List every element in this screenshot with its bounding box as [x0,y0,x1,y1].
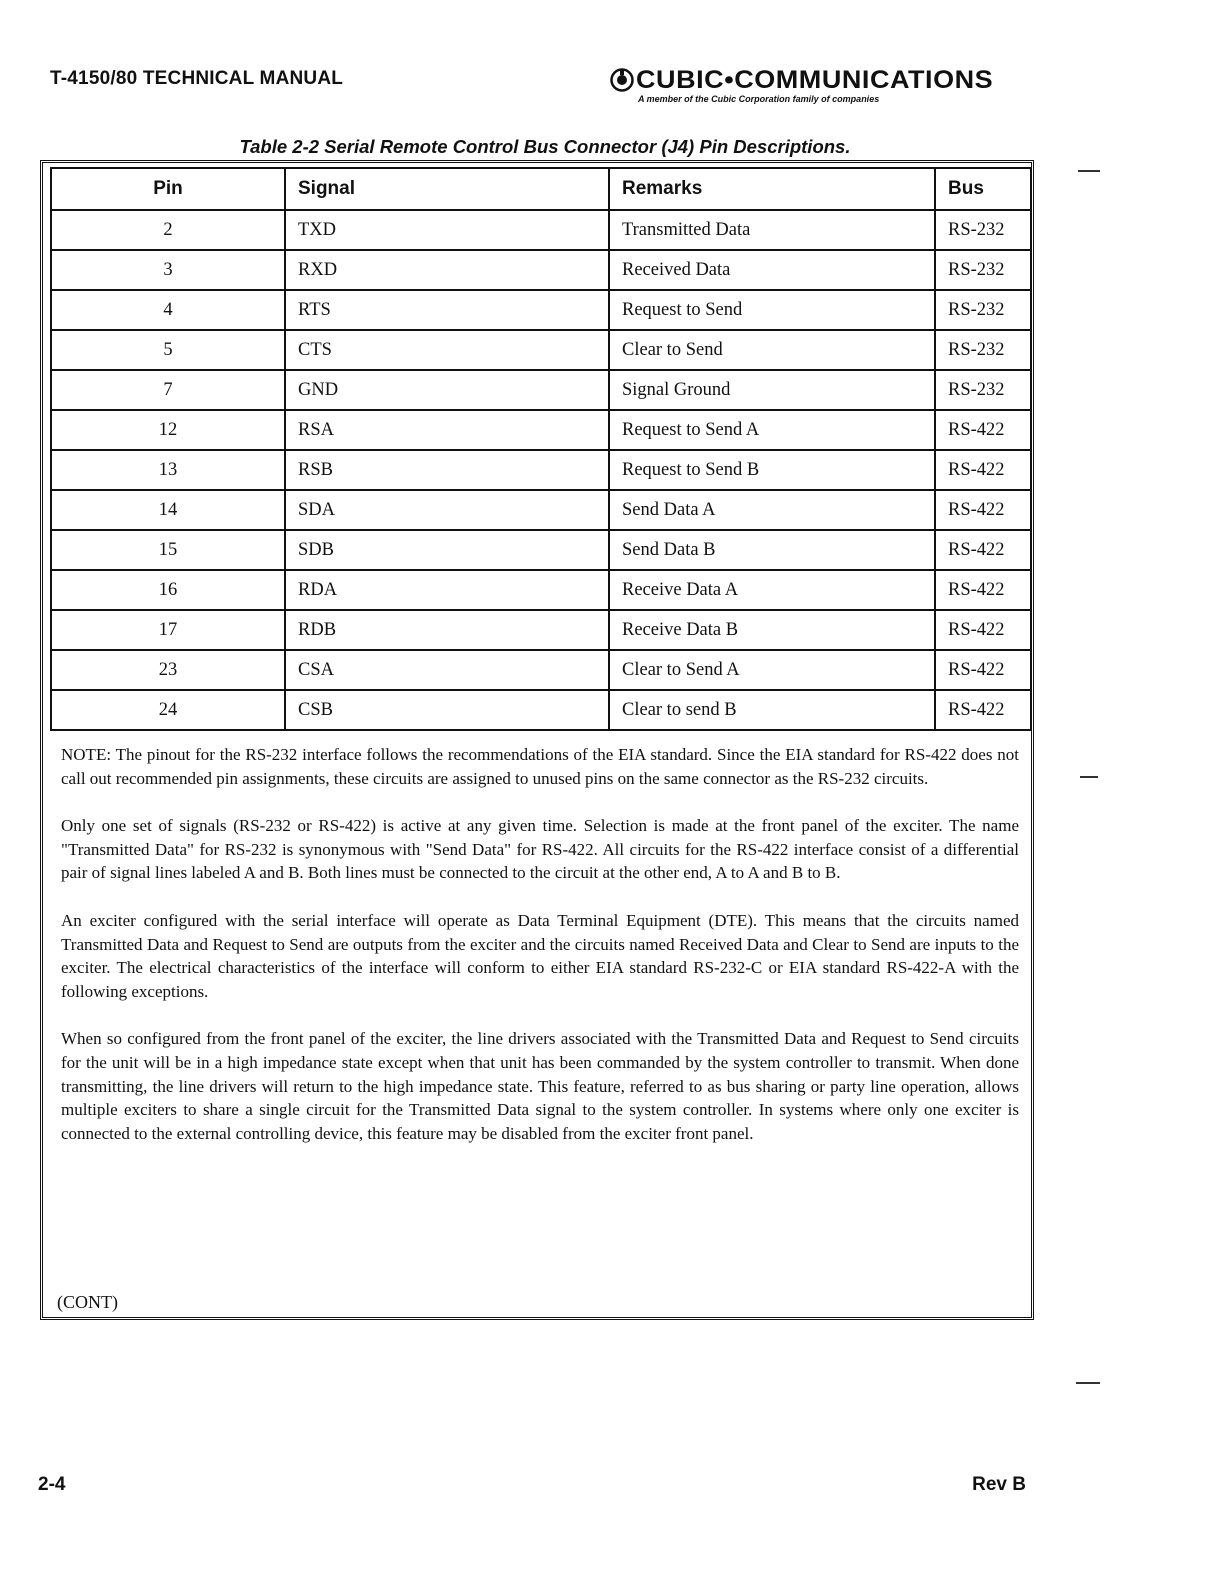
company-name: CUBIC•COMMUNICATIONS [636,66,994,94]
remarks-cell: Clear to Send [609,330,935,370]
remarks-cell: Received Data [609,250,935,290]
pin-description-table [50,167,1032,731]
bus-cell: RS-422 [935,450,1031,490]
table-header-row [51,168,1031,210]
column-header-remarks: Remarks [609,168,935,210]
signal-cell: RXD [285,250,609,290]
cubic-logo-icon [610,68,634,92]
pin-cell: 16 [51,570,285,610]
note-paragraph: NOTE: The pinout for the RS-232 interface follows the recommendations of the EIA standard. Since the EIA standard for RS-422 does not call out recommended pin assignments, these circuits are assigned to unused pins on the same connector as the RS-232 circuits. [61,745,1019,788]
table-row [51,490,1031,530]
revision-label: Rev B [972,1474,1026,1495]
table-row [51,570,1031,610]
bus-cell: RS-232 [935,250,1031,290]
continued-marker: (CONT) [57,1292,118,1312]
pin-cell: 15 [51,530,285,570]
remarks-cell: Request to Send [609,290,935,330]
manual-title: T-4150/80 TECHNICAL MANUAL [50,68,344,89]
signal-cell: RTS [285,290,609,330]
table-row [51,210,1031,250]
table-row [51,530,1031,570]
signal-cell: CTS [285,330,609,370]
pin-cell: 13 [51,450,285,490]
signal-cell: SDB [285,530,609,570]
remarks-cell: Signal Ground [609,370,935,410]
table-row [51,650,1031,690]
signal-cell: TXD [285,210,609,250]
pin-cell: 2 [51,210,285,250]
company-tagline: A member of the Cubic Corporation family of companies [638,94,880,104]
remarks-cell: Send Data A [609,490,935,530]
signal-cell: GND [285,370,609,410]
notes-section [61,743,1019,1169]
note-paragraph: When so configured from the front panel of the exciter, the line drivers associated with the Transmitted Data and Request to Send circuits for the unit will be in a high impedance state except when that unit has been commanded by the system controller to transmit. When done transmitting, the line drivers will return to the high impedance state. This feature, referred to as bus sharing or party line operation, allows multiple exciters to share a single circuit for the Transmitted Data signal to the system controller. In systems where only one exciter is connected to the external controlling device, this feature may be disabled from the exciter front panel. [61,1029,1019,1143]
table-row [51,410,1031,450]
remarks-cell: Receive Data B [609,610,935,650]
table-row [51,450,1031,490]
bus-cell: RS-422 [935,570,1031,610]
margin-mark [1080,776,1098,778]
table-caption: Table 2-2 Serial Remote Control Bus Connector (J4) Pin Descriptions. [239,136,851,157]
bus-cell: RS-422 [935,410,1031,450]
signal-cell: CSA [285,650,609,690]
note-paragraph: An exciter configured with the serial interface will operate as Data Terminal Equipment (DTE). This means that the circuits named Transmitted Data and Request to Send are outputs from the exciter and the circuits named Received Data and Clear to Send are inputs to the exciter. The electrical characteristics of the interface will conform to either EIA standard RS-232-C or EIA standard RS-422-A with the following exceptions. [61,910,1019,1001]
pin-cell: 7 [51,370,285,410]
pin-cell: 4 [51,290,285,330]
table-row [51,610,1031,650]
remarks-cell: Clear to send B [609,690,935,730]
bus-cell: RS-232 [935,370,1031,410]
note-paragraph: Only one set of signals (RS-232 or RS-422) is active at any given time. Selection is made at the front panel of the exciter. The name "Transmitted Data" for RS-232 is synonymous with "Send Data" for RS-422. All circuits for the RS-422 interface consist of a differential pair of signal lines labeled A and B. Both lines must be connected to the circuit at the other end, A to A and B to B. [61,816,1019,883]
pin-cell: 5 [51,330,285,370]
bus-cell: RS-232 [935,290,1031,330]
bus-cell: RS-232 [935,330,1031,370]
table-row [51,330,1031,370]
column-header-signal: Signal [285,168,609,210]
page-number: 2-4 [38,1474,66,1495]
table-row [51,370,1031,410]
margin-mark [1076,1382,1100,1384]
pin-cell: 24 [51,690,285,730]
signal-cell: CSB [285,690,609,730]
pin-cell: 14 [51,490,285,530]
signal-cell: SDA [285,490,609,530]
remarks-cell: Receive Data A [609,570,935,610]
remarks-cell: Send Data B [609,530,935,570]
signal-cell: RDA [285,570,609,610]
remarks-cell: Clear to Send A [609,650,935,690]
table-row [51,690,1031,730]
margin-mark [1078,170,1100,172]
bus-cell: RS-422 [935,530,1031,570]
remarks-cell: Request to Send A [609,410,935,450]
bus-cell: RS-422 [935,650,1031,690]
bus-cell: RS-422 [935,490,1031,530]
pin-cell: 17 [51,610,285,650]
column-header-pin: Pin [51,168,285,210]
pin-cell: 12 [51,410,285,450]
remarks-cell: Request to Send B [609,450,935,490]
bus-cell: RS-422 [935,610,1031,650]
signal-cell: RSB [285,450,609,490]
column-header-bus: Bus [935,168,1031,210]
remarks-cell: Transmitted Data [609,210,935,250]
company-logo [610,64,1040,112]
bus-cell: RS-232 [935,210,1031,250]
table-row [51,290,1031,330]
pin-cell: 3 [51,250,285,290]
pin-cell: 23 [51,650,285,690]
bus-cell: RS-422 [935,690,1031,730]
signal-cell: RSA [285,410,609,450]
signal-cell: RDB [285,610,609,650]
table-row [51,250,1031,290]
